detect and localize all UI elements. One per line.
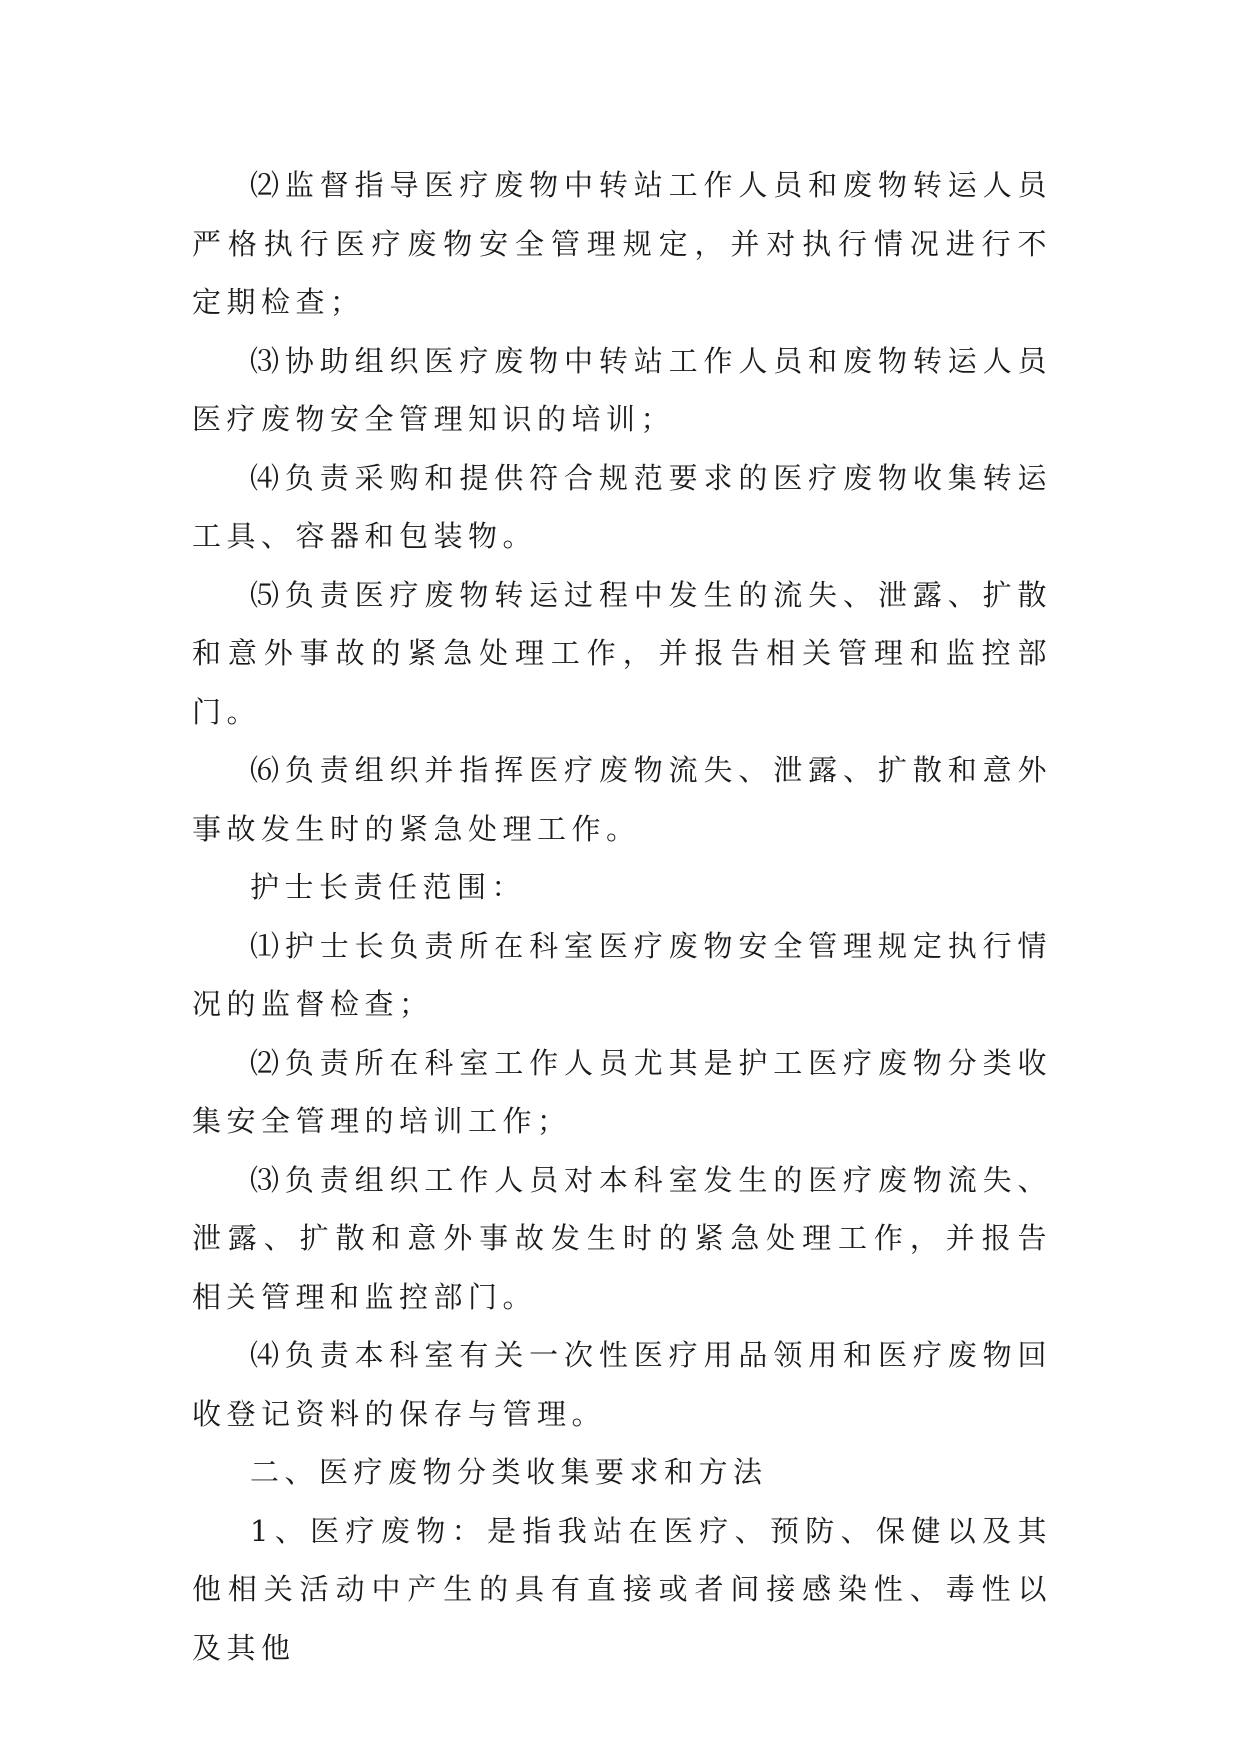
paragraph-head-nurse-emergency: ⑶负责组织工作人员对本科室发生的医疗废物流失、泄露、扩散和意外事故发生时的紧急处理工作，并报告相关管理和监控部门。 bbox=[192, 1162, 1052, 1314]
paragraph-organize-emergency: ⑹负责组织并指挥医疗废物流失、泄露、扩散和意外事故发生时的紧急处理工作。 bbox=[192, 753, 1052, 846]
paragraph-head-nurse-records: ⑷负责本科室有关一次性医疗用品领用和医疗废物回收登记资料的保存与管理。 bbox=[192, 1338, 1052, 1431]
paragraph-head-nurse-heading: 护士长责任范围： bbox=[250, 870, 527, 904]
paragraph-supervise-staff: ⑵监督指导医疗废物中转站工作人员和废物转运人员严格执行医疗废物安全管理规定，并对执行情况进行不定期检查； bbox=[192, 168, 1052, 319]
paragraph-transport-emergency: ⑸负责医疗废物转运过程中发生的流失、泄露、扩散和意外事故的紧急处理工作，并报告相关管理和监控部门。 bbox=[192, 577, 1052, 729]
paragraph-medical-waste-definition: 1、医疗废物：是指我站在医疗、预防、保健以及其他相关活动中产生的具有直接或者间接感染性、毒性以及其他 bbox=[192, 1513, 1052, 1665]
paragraph-head-nurse-inspection: ⑴护士长负责所在科室医疗废物安全管理规定执行情况的监督检查； bbox=[192, 928, 1052, 1021]
section-heading-classification: 二、医疗废物分类收集要求和方法 bbox=[250, 1455, 768, 1489]
paragraph-procure-tools: ⑷负责采购和提供符合规范要求的医疗废物收集转运工具、容器和包装物。 bbox=[192, 460, 1052, 553]
paragraph-assist-training: ⑶协助组织医疗废物中转站工作人员和废物转运人员医疗废物安全管理知识的培训； bbox=[192, 343, 1052, 436]
paragraph-head-nurse-training: ⑵负责所在科室工作人员尤其是护工医疗废物分类收集安全管理的培训工作； bbox=[192, 1045, 1052, 1138]
document-body bbox=[192, 156, 1052, 1677]
